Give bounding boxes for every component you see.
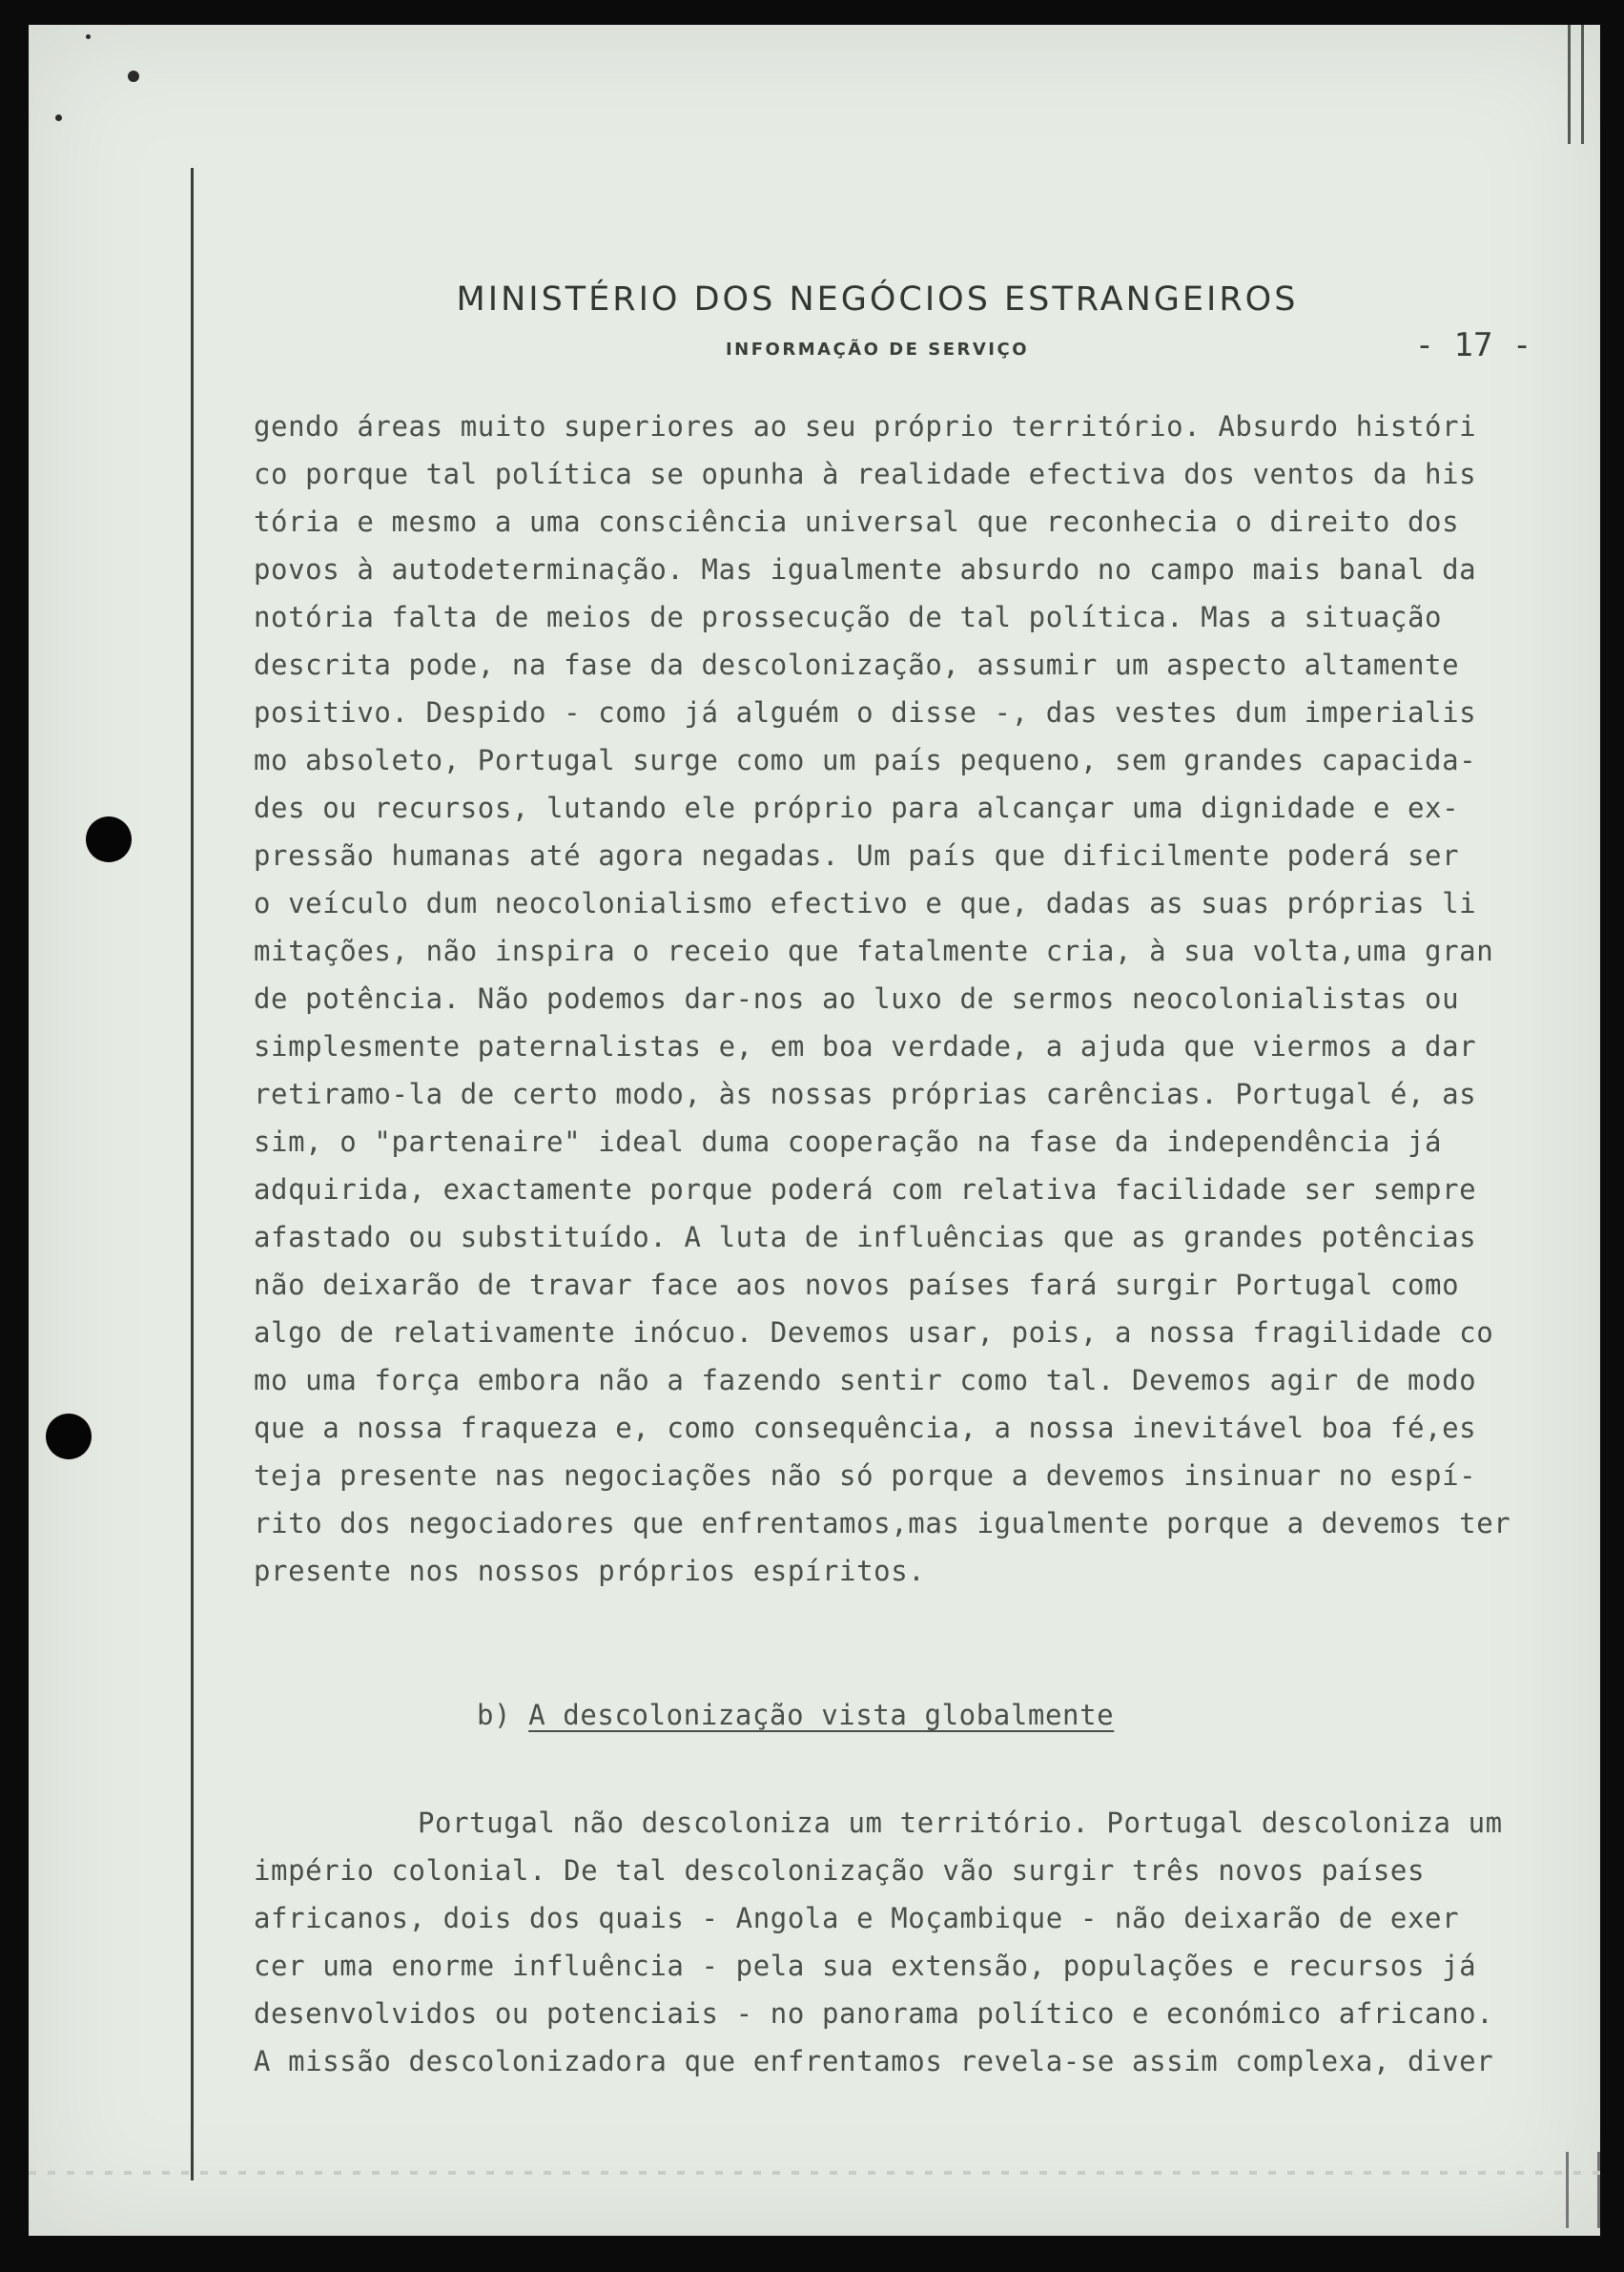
right-edge-rule — [1568, 25, 1571, 144]
section-marker: b) — [477, 1699, 512, 1731]
text-line: co porque tal política se opunha à realidade efectiva dos ventos da his — [254, 458, 1477, 490]
text-line: adquirida, exactamente porque poderá com relativa facilidade ser sempre — [254, 1173, 1477, 1206]
text-line: teja presente nas negociações não só porque a devemos insinuar no espí- — [254, 1459, 1477, 1492]
text-line: mo uma força embora não a fazendo sentir como tal. Devemos agir de modo — [254, 1364, 1477, 1396]
section-heading — [477, 1699, 1114, 1731]
text-line: des ou recursos, lutando ele próprio para alcançar uma dignidade e ex- — [254, 792, 1460, 824]
text-line: cer uma enorme influência - pela sua extensão, populações e recursos já — [254, 1950, 1477, 1982]
ink-spot — [55, 114, 62, 121]
text-line: afastado ou substituído. A luta de influências que as grandes potências — [254, 1221, 1477, 1253]
text-line: africanos, dois dos quais - Angola e Moçambique - não deixarão de exer — [254, 1902, 1460, 1934]
text-line: o veículo dum neocolonialismo efectivo e que, dadas as suas próprias li — [254, 887, 1477, 919]
text-line: algo de relativamente inócuo. Devemos usar, pois, a nossa fragilidade co — [254, 1316, 1494, 1349]
section-title: A descolonização vista globalmente — [528, 1699, 1115, 1731]
service-subtitle: INFORMAÇÃO DE SERVIÇO — [725, 340, 1030, 360]
text-line: não deixarão de travar face aos novos países fará surgir Portugal como — [254, 1269, 1460, 1301]
text-line: império colonial. De tal descolonização vão surgir três novos países — [254, 1854, 1426, 1887]
bottom-right-edge-rule — [1566, 2152, 1600, 2228]
text-line: povos à autodeterminação. Mas igualmente absurdo no campo mais banal da — [254, 553, 1477, 586]
text-line: gendo áreas muito superiores ao seu próprio território. Absurdo históri — [254, 410, 1477, 443]
text-line: pressão humanas até agora negadas. Um país que dificilmente poderá ser — [254, 839, 1460, 872]
ministry-title: MINISTÉRIO DOS NEGÓCIOS ESTRANGEIROS — [456, 280, 1299, 319]
text-line: mo absoleto, Portugal surge como um país pequeno, sem grandes capacida- — [254, 744, 1477, 776]
document-page — [29, 25, 1600, 2236]
right-edge-rule — [1581, 25, 1584, 144]
ink-spot — [86, 34, 91, 39]
punch-hole-icon — [86, 816, 132, 862]
text-line: sim, o "partenaire" ideal duma cooperação na fase da independência já — [254, 1126, 1443, 1158]
text-line: notória falta de meios de prossecução de tal política. Mas a situação — [254, 601, 1443, 633]
text-line: rito dos negociadores que enfrentamos,mas igualmente porque a devemos ter — [254, 1507, 1511, 1539]
punch-hole-icon — [46, 1414, 92, 1459]
text-line: presente nos nossos próprios espíritos. — [254, 1555, 926, 1587]
text-line: positivo. Despido - como já alguém o disse -, das vestes dum imperialis — [254, 696, 1477, 729]
text-line: Portugal não descoloniza um território. Portugal descoloniza um — [418, 1807, 1503, 1839]
text-line: descrita pode, na fase da descolonização, assumir um aspecto altamente — [254, 649, 1460, 681]
text-line: A missão descolonizadora que enfrentamos revela-se assim complexa, diver — [254, 2045, 1494, 2077]
text-line: tória e mesmo a uma consciência universal que reconhecia o direito dos — [254, 506, 1460, 538]
text-line: mitações, não inspira o receio que fatalmente cria, à sua volta,uma gran — [254, 935, 1494, 967]
page-number: - 17 - — [1414, 326, 1532, 364]
text-line: desenvolvidos ou potenciais - no panorama político e económico africano. — [254, 1997, 1494, 2030]
ink-spot — [128, 71, 139, 82]
paragraph-continued — [254, 403, 1551, 1595]
left-margin-rule — [191, 168, 194, 2180]
text-line: que a nossa fraqueza e, como consequência, a nossa inevitável boa fé,es — [254, 1412, 1477, 1444]
paragraph-descolonizacao — [254, 1799, 1551, 2085]
bottom-edge-texture — [29, 2171, 1600, 2175]
text-line: simplesmente paternalistas e, em boa verdade, a ajuda que viermos a dar — [254, 1030, 1477, 1063]
text-line: de potência. Não podemos dar-nos ao luxo de sermos neocolonialistas ou — [254, 982, 1460, 1015]
text-line: retiramo-la de certo modo, às nossas próprias carências. Portugal é, as — [254, 1078, 1477, 1110]
